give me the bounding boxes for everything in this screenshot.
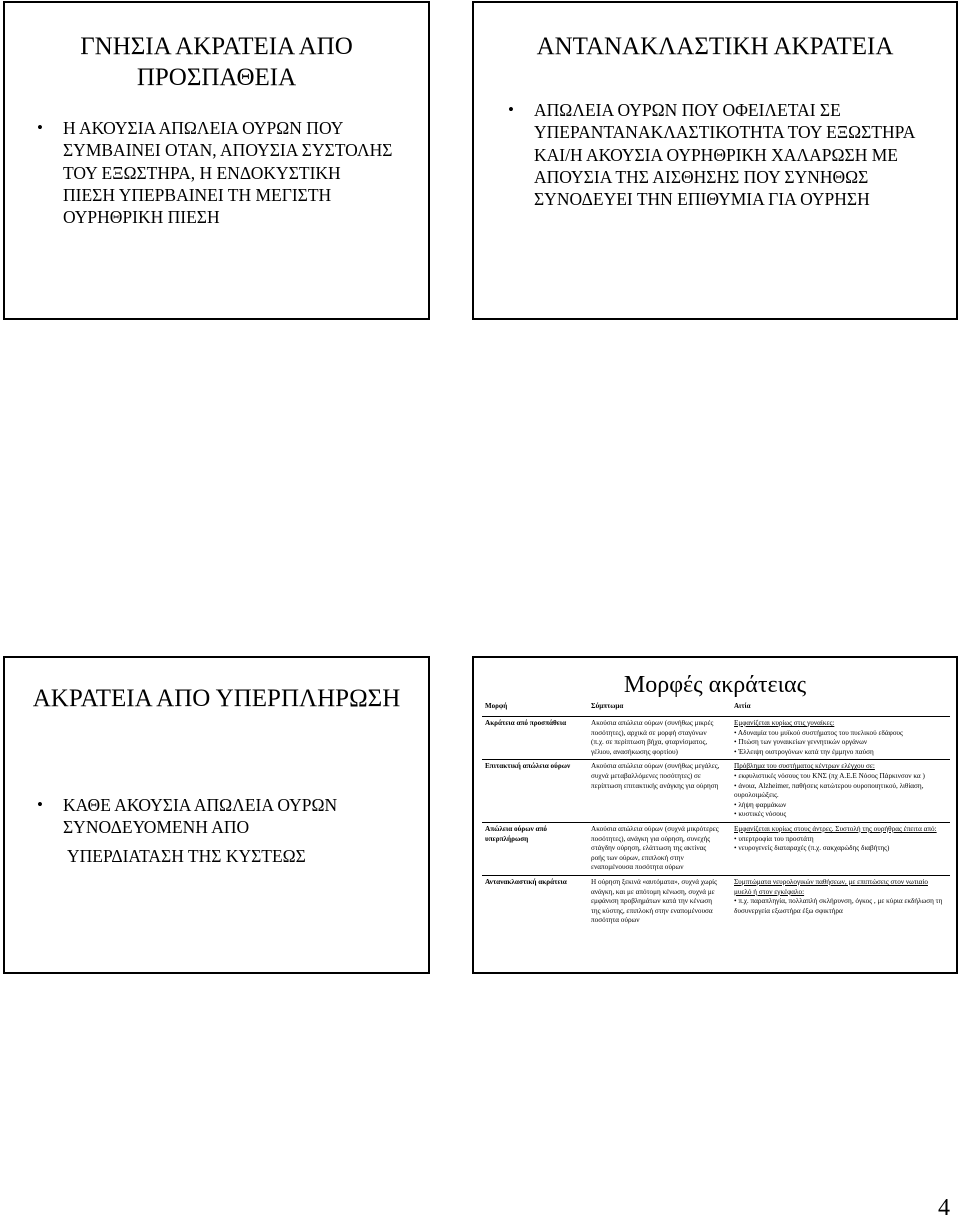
slide-incontinence-forms: [472, 656, 958, 974]
cause-item: • Αδυναμία του μυϊκού συστήματος του πυελικού εδάφους: [734, 728, 903, 737]
cell-form: Αντανακλαστική ακράτεια: [482, 875, 588, 927]
bullet-item: [508, 99, 928, 210]
header-form: Μορφή: [482, 700, 588, 717]
cause-title: Εμφανίζεται κυρίως στους άντρες. Συστολή της ουρήθρας έπειτα από:: [734, 824, 937, 833]
cell-form: Ακράτεια από προσπάθεια: [485, 719, 567, 727]
cause-item: • άνοια, Alzheimer, παθήσεις κατώτερου ουροποιητικού, λιθίαση, ουρολοιμώξεις.: [734, 781, 924, 800]
cause-item: • π.χ. παραπληγία, πολλαπλή σκλήρυνση, όγκος , με κύρια εκδήλωση τη δυσυνεργεία εξωστήρα έξω σφικτήρα: [734, 897, 943, 915]
cause-item: • Πτώση των γυναικείων γεννητικών οργάνων: [734, 738, 868, 747]
slide-overflow-incontinence: [3, 656, 430, 974]
bullet-text: ΑΠΩΛΕΙΑ ΟΥΡΩΝ ΠΟΥ ΟΦΕΙΛΕΤΑΙ ΣΕ ΥΠΕΡΑΝΤΑΝΑΚΛΑΣΤΙΚΟΤΗΤΑ ΤΟΥ ΕΞΩΣΤΗΡΑ ΚΑΙ/Η ΑΚΟΥΣΙΑ ΟΥΡΗΘΡΙΚΗ ΧΑΛΑΡΩΣΗ ΜΕ ΑΠΟΥΣΙΑ ΤΗΣ ΑΙΣΘΗΣΗΣ ΠΟΥ ΣΥΝΗΘΩΣ ΣΥΝΟΔΕΥΕΙ ΤΗΝ ΕΠΙΘΥΜΙΑ ΓΙΑ ΟΥΡΗΣΗ: [534, 100, 915, 210]
cause-title: Εμφανίζεται κυρίως στις γυναίκες:: [734, 719, 835, 727]
bullet-continuation: ΥΠΕΡΔΙΑΤΑΣΗ ΤΗΣ ΚΥΣΤΕΩΣ: [67, 846, 306, 866]
slide-title: ΑΝΤΑΝΑΚΛΑΣΤΙΚΗ ΑΚΡΑΤΕΙΑ: [536, 33, 894, 60]
table-row: [482, 717, 950, 760]
slide-title: ΑΚΡΑΤΕΙΑ ΑΠΟ ΥΠΕΡΠΛΗΡΩΣΗ: [32, 685, 401, 712]
slide-title: Μορφές ακράτειας: [623, 672, 807, 698]
cell-form: Επιτακτική απώλεια ούρων: [482, 760, 588, 823]
header-symptoms: Σύμπτωμα: [588, 700, 731, 717]
cell-cause: [731, 822, 950, 875]
incontinence-table: [482, 700, 950, 928]
cell-symptoms: Ακούσια απώλεια ούρων (συχνά μικρότερες ποσότητες), ανάγκη για ούρηση, συνεχής στάγδην ούρηση, ελάττωση της ακτίνας ροής των ούρων, επιπλοκή στην εναπομένουσα ποσότητα ούρων: [588, 822, 731, 875]
cell-form: Απώλεια ούρων από υπερπλήρωση: [482, 822, 588, 875]
bullet-item: [37, 117, 397, 228]
cell-symptoms: Ακούσια απώλεια ούρων (συνήθως μεγάλες, συχνά μεταβαλλόμενες ποσότητες) σε περίπτωση επιτακτικής ανάγκης για ούρηση: [588, 760, 731, 823]
bullet-text: ΚΑΘΕ ΑΚΟΥΣΙΑ ΑΠΩΛΕΙΑ ΟΥΡΩΝ ΣΥΝΟΔΕΥΟΜΕΝΗ ΑΠΟ: [63, 795, 338, 838]
slide-title: ΓΝΗΣΙΑ ΑΚΡΑΤΕΙΑ ΑΠΟ ΠΡΟΣΠΑΘΕΙΑ: [80, 33, 353, 91]
cause-item: • κυστικές νόσους: [734, 810, 787, 819]
bullet-text: Η ΑΚΟΥΣΙΑ ΑΠΩΛΕΙΑ ΟΥΡΩΝ ΠΟΥ ΣΥΜΒΑΙΝΕΙ ΟΤΑΝ, ΑΠΟΥΣΙΑ ΣΥΣΤΟΛΗΣ ΤΟΥ ΕΞΩΣΤΗΡΑ, Η ΕΝΔΟΚΥΣΤΙΚΗ ΠΙΕΣΗ ΥΠΕΡΒΑΙΝΕΙ ΤΗ ΜΕΓΙΣΤΗ ΟΥΡΗΘΡΙΚΗ ΠΙΕΣΗ: [63, 118, 393, 228]
cause-item: • εκφυλιστικές νόσους του ΚΝΣ (πχ Α.Ε.Ε Νόσος Πάρκινσον κα ): [734, 771, 925, 780]
cell-symptoms: Η ούρηση ξεκινά «αυτόματα», συχνά χωρίς ανάγκη, και με απότομη κένωση, συχνά με εμφάνιση προβλημάτων κατά την κένωση της κύστης, επιπλοκή στην εναπομένουσα ποσότητα ούρων: [588, 875, 731, 927]
table-row: [482, 875, 950, 927]
table-row: [482, 822, 950, 875]
cause-item: • υπερτροφία του προστάτη: [734, 834, 814, 843]
cell-cause: [731, 717, 950, 760]
bullet-item: [37, 794, 417, 839]
bullet-icon: •: [508, 100, 514, 119]
cause-title: Πρόβλημα του συστήματος κέντρων ελέγχου σε:: [734, 762, 875, 771]
slide-genuine-stress-incontinence: [3, 1, 430, 320]
bullet-icon: •: [37, 795, 43, 814]
slide-reflex-incontinence: [472, 1, 958, 320]
bullet-icon: •: [37, 118, 43, 137]
table-header-row: [482, 700, 950, 717]
table-row: [482, 760, 950, 823]
cell-cause: [731, 760, 950, 823]
cell-symptoms: Ακούσια απώλεια ούρων (συνήθως μικρές ποσότητες), αρχικά σε μορφή σταγόνων (π.χ. σε περίπτωση βήχα, φταρνίσματος, γέλιου, ανασήκωσης φορτίου): [591, 719, 714, 756]
cause-title: Συμπτώματα νευρολογικών παθήσεων, με επιπτώσεις στον νωτιαίο μυελό ή στον εγκέφαλο:: [734, 877, 928, 896]
page-number: 4: [938, 1195, 950, 1221]
cause-item: • νευρογενείς διαταραχές (π.χ. σακχαρώδης διαβήτης): [734, 844, 890, 853]
header-cause: Αιτία: [731, 700, 950, 717]
cell-cause: [731, 875, 950, 927]
cause-item: • Έλλειψη οιστρογόνων κατά την έμμηνο παύση: [734, 747, 874, 756]
cause-item: • λήψη φαρμάκων: [734, 800, 787, 809]
